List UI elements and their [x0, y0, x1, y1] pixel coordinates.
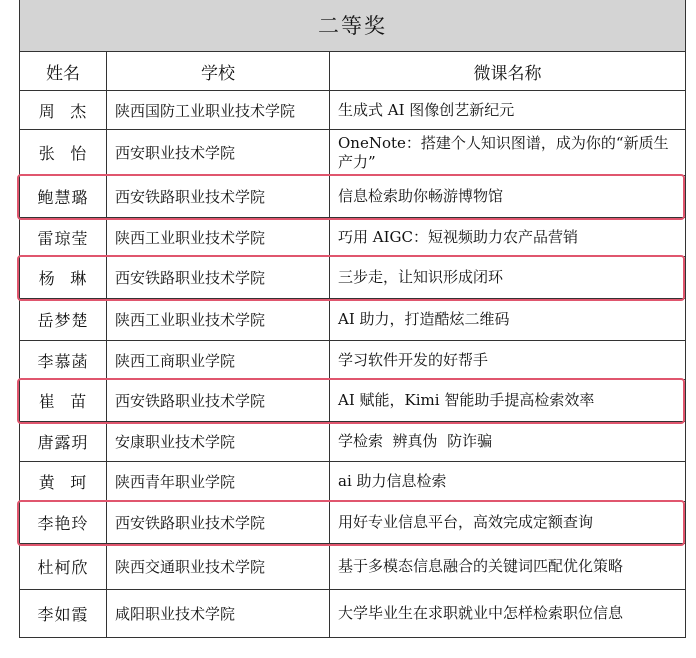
table-row: [20, 422, 686, 462]
course-cell: 生成式 AI 图像创艺新纪元: [330, 91, 686, 130]
winner-name: [20, 257, 107, 299]
school-cell: 西安铁路职业技术学院: [107, 176, 330, 218]
winner-name: [20, 380, 107, 422]
header-school: 学校: [107, 52, 330, 91]
table-row: [20, 218, 686, 257]
winner-name: 杜柯欣: [20, 544, 107, 590]
course-cell: 学习软件开发的好帮手: [330, 341, 686, 380]
school-cell: 咸阳职业技术学院: [107, 590, 330, 638]
name-part: 怡: [70, 144, 88, 163]
table-row: [20, 341, 686, 380]
school-cell: 西安铁路职业技术学院: [107, 502, 330, 544]
table-row: [20, 299, 686, 341]
winner-name: 鲍慧璐: [20, 176, 107, 218]
course-cell: ai 助力信息检索: [330, 462, 686, 502]
table-row: [20, 130, 686, 176]
winner-name: 唐露玥: [20, 422, 107, 462]
table-row: [20, 544, 686, 590]
course-cell: 用好专业信息平台，高效完成定额查询: [330, 502, 686, 544]
table-row: [20, 590, 686, 638]
school-cell: 陕西工业职业技术学院: [107, 299, 330, 341]
course-cell: 三步走，让知识形成闭环: [330, 257, 686, 299]
school-cell: 西安职业技术学院: [107, 130, 330, 176]
winner-name: 雷琼莹: [20, 218, 107, 257]
course-cell: 学检索 辨真伪 防诈骗: [330, 422, 686, 462]
school-cell: 西安铁路职业技术学院: [107, 257, 330, 299]
name-part: 杰: [70, 101, 88, 121]
course-cell: 巧用 AIGC：短视频助力农产品营销: [330, 218, 686, 257]
name-part: 崔: [38, 392, 56, 411]
winner-name: [20, 130, 107, 176]
course-cell: 大学毕业生在求职就业中怎样检索职位信息: [330, 590, 686, 638]
table-row: [20, 257, 686, 299]
winner-name: 李慕菡: [20, 341, 107, 380]
table-row: [20, 176, 686, 218]
award-table: [19, 0, 686, 638]
name-part: 琳: [70, 269, 88, 288]
header-name: 姓名: [20, 52, 107, 91]
school-cell: 安康职业技术学院: [107, 422, 330, 462]
name-part: 周: [38, 101, 56, 121]
course-cell: OneNote：搭建个人知识图谱，成为你的“新质生产力”: [330, 130, 686, 176]
school-cell: 陕西国防工业职业技术学院: [107, 91, 330, 130]
table-row: [20, 502, 686, 544]
school-cell: 陕西工商职业学院: [107, 341, 330, 380]
school-cell: 陕西工业职业技术学院: [107, 218, 330, 257]
award-title: 二等奖: [20, 0, 686, 52]
name-part: 苗: [70, 392, 88, 411]
course-cell: 基于多模态信息融合的关键词匹配优化策略: [330, 544, 686, 590]
school-cell: 西安铁路职业技术学院: [107, 380, 330, 422]
title-row: [20, 0, 686, 52]
header-row: [20, 52, 686, 91]
course-cell: AI 赋能，Kimi 智能助手提高检索效率: [330, 380, 686, 422]
winner-name: 李如霞: [20, 590, 107, 638]
table-row: [20, 380, 686, 422]
winner-name: 岳梦楚: [20, 299, 107, 341]
winner-name: [20, 91, 107, 130]
winner-name: 李艳玲: [20, 502, 107, 544]
course-cell: AI 助力，打造酷炫二维码: [330, 299, 686, 341]
course-cell: 信息检索助你畅游博物馆: [330, 176, 686, 218]
name-part: 黄: [38, 473, 56, 492]
table-row: [20, 91, 686, 130]
name-part: 杨: [38, 269, 56, 288]
school-cell: 陕西青年职业学院: [107, 462, 330, 502]
table-row: [20, 462, 686, 502]
header-course: 微课名称: [330, 52, 686, 91]
name-part: 珂: [70, 473, 88, 492]
school-cell: 陕西交通职业技术学院: [107, 544, 330, 590]
name-part: 张: [38, 144, 56, 163]
winner-name: [20, 462, 107, 502]
